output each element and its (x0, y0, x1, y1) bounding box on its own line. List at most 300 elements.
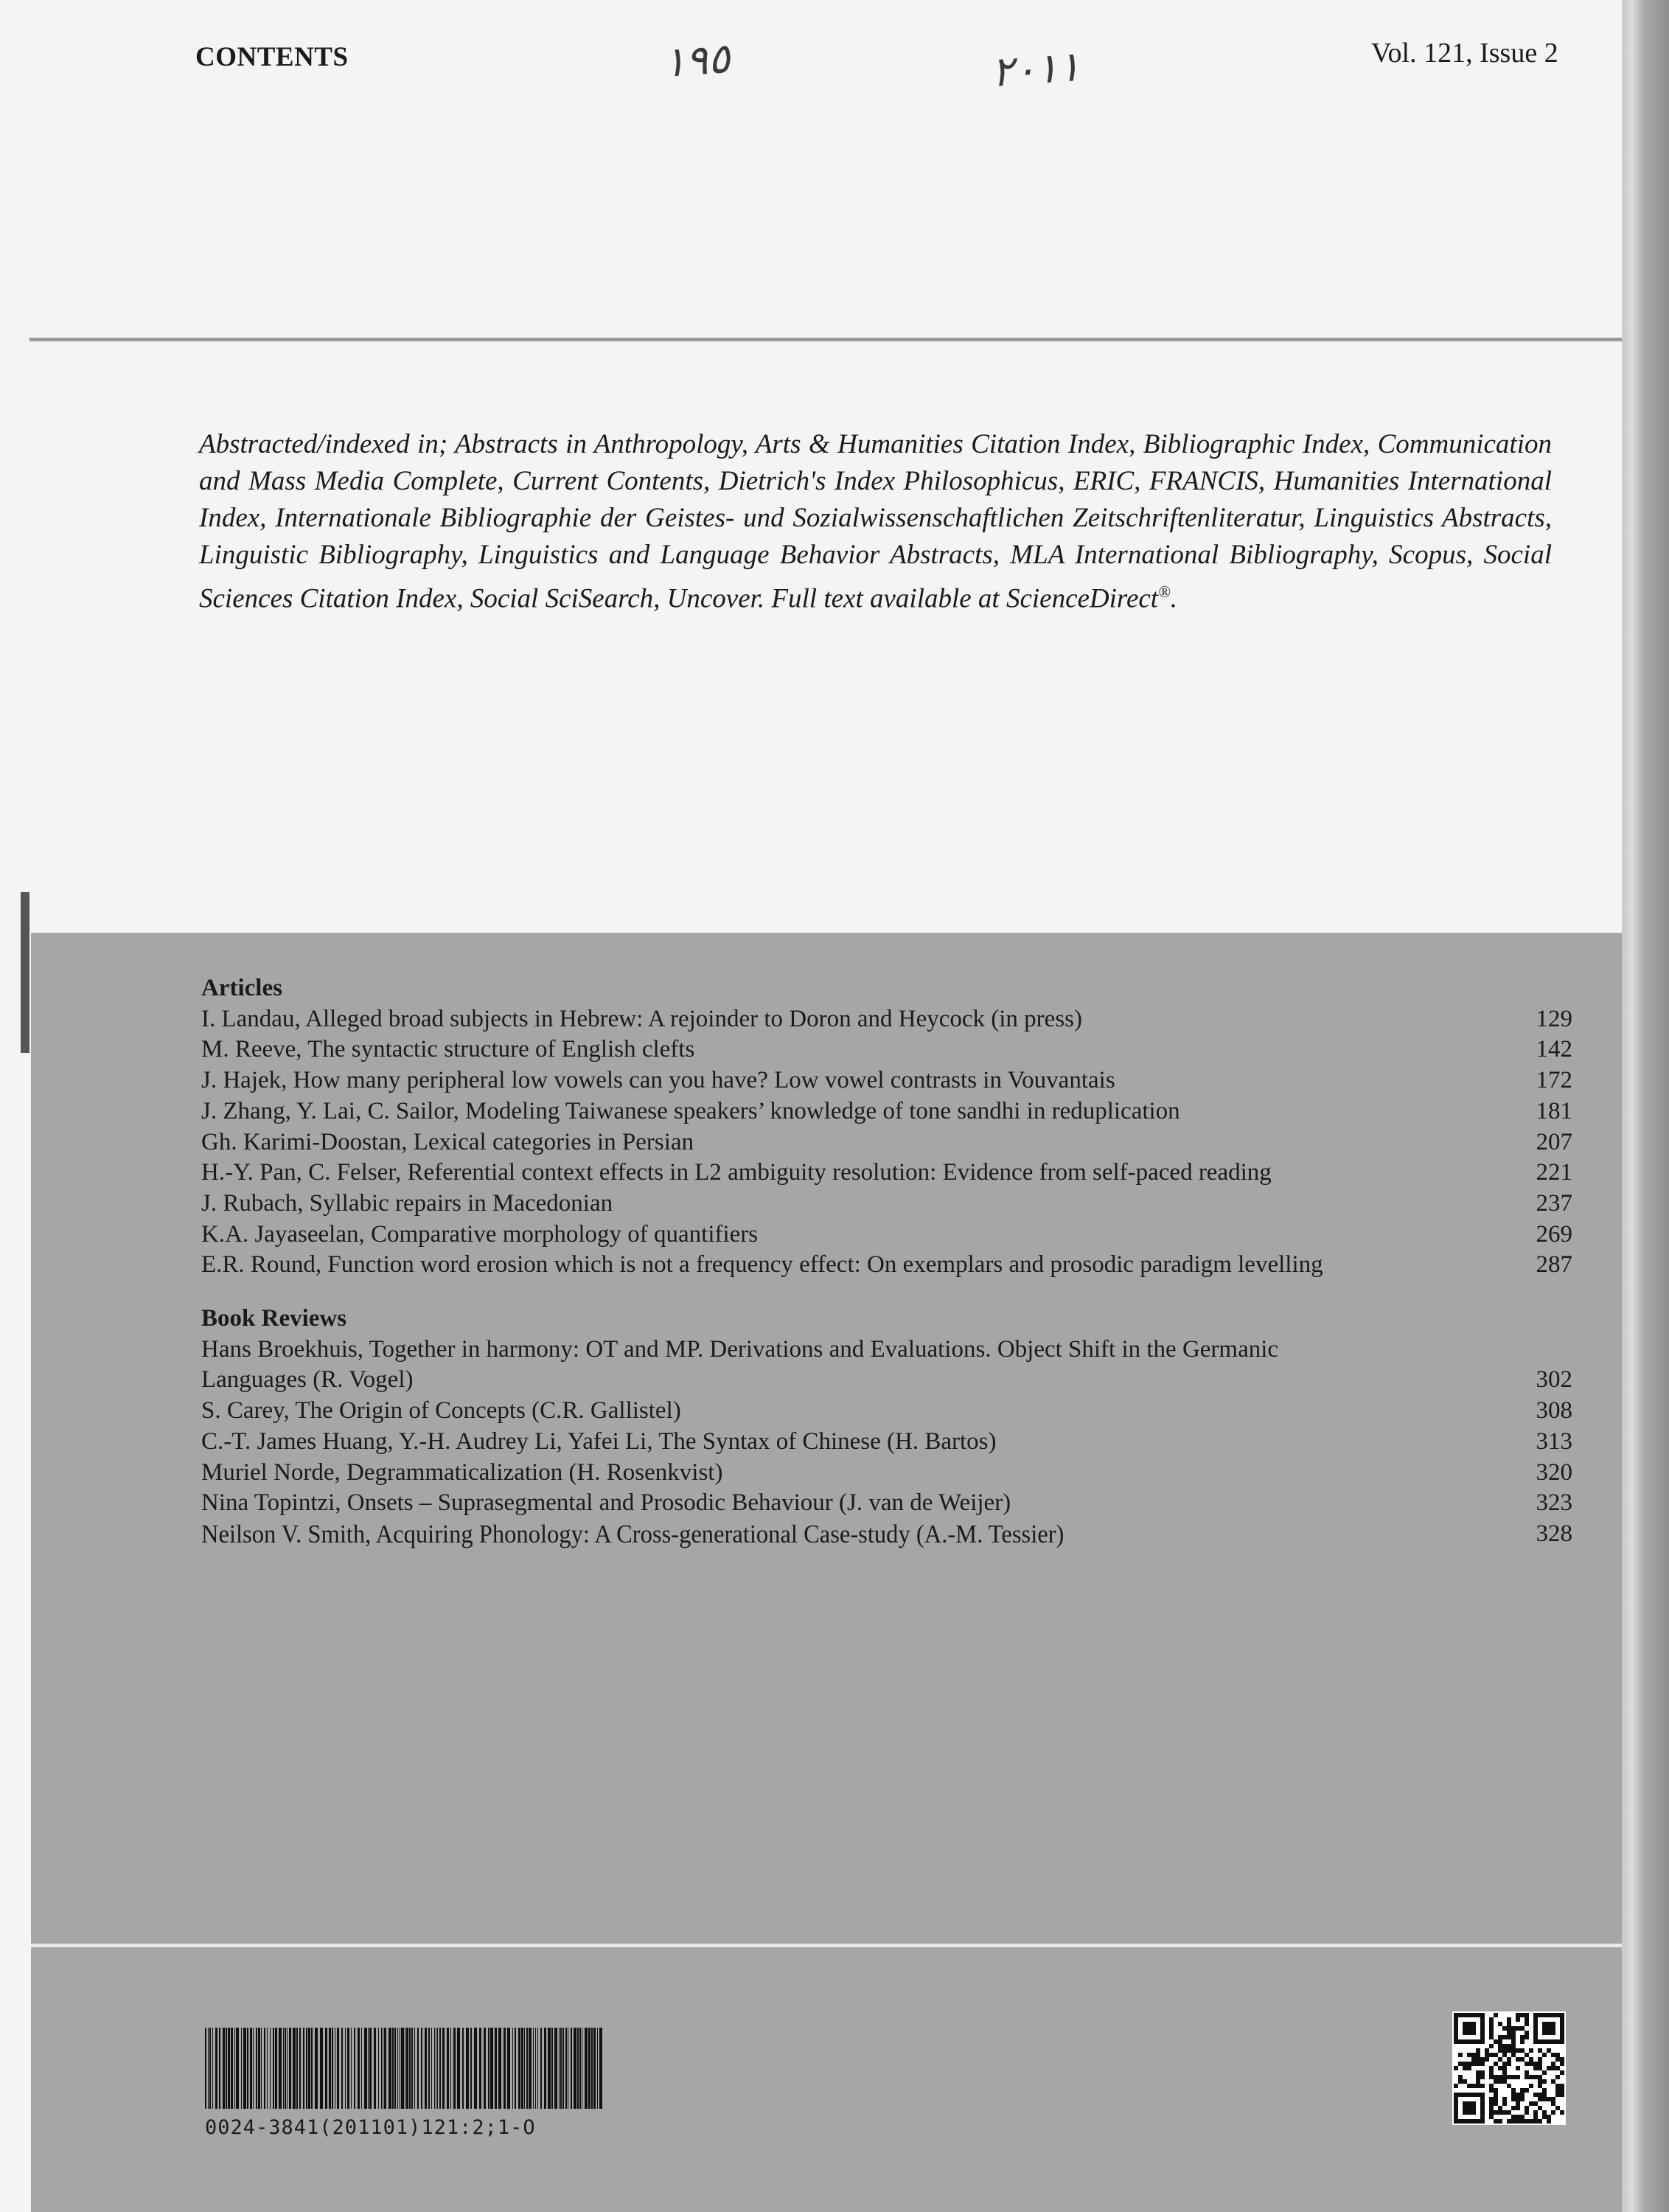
barcode-bar (234, 2028, 235, 2109)
table-of-contents (201, 973, 1572, 1550)
barcode-bar (540, 2028, 542, 2109)
barcode-bar (579, 2028, 581, 2109)
qr-module (1542, 2097, 1547, 2101)
barcode-bar (253, 2028, 254, 2109)
barcode-bar (351, 2028, 352, 2109)
qr-module (1498, 2079, 1502, 2084)
qr-module (1476, 2084, 1480, 2088)
barcode-bar (457, 2028, 460, 2109)
barcode-bar (368, 2028, 369, 2109)
qr-module (1525, 2053, 1529, 2057)
barcode-bar (470, 2028, 472, 2109)
qr-module (1547, 2097, 1551, 2101)
barcode-number: 0024-3841(201101)121:2;1-O (205, 2116, 536, 2139)
qr-module (1542, 2110, 1547, 2115)
qr-module (1507, 2057, 1511, 2062)
qr-module (1507, 2119, 1511, 2124)
qr-module (1476, 2053, 1480, 2057)
barcode-bar (565, 2028, 567, 2109)
barcode-image (205, 2028, 603, 2109)
qr-module (1502, 2035, 1507, 2039)
barcode-bar (453, 2028, 456, 2109)
qr-module (1485, 2057, 1489, 2062)
entry-page-number: 221 (1536, 1159, 1572, 1186)
qr-module (1555, 2084, 1560, 2088)
qr-module (1538, 2106, 1542, 2110)
entry-page-number: 308 (1536, 1397, 1572, 1425)
qr-module (1516, 2115, 1520, 2119)
barcode-bar (308, 2028, 310, 2109)
barcode-bar (289, 2028, 291, 2109)
qr-module (1555, 2075, 1560, 2079)
qr-module (1507, 2084, 1511, 2088)
toc-entry (201, 1127, 1572, 1158)
qr-module (1494, 2075, 1498, 2079)
qr-module (1502, 2026, 1507, 2031)
barcode-bar (397, 2028, 398, 2109)
qr-module (1547, 2119, 1551, 2124)
qr-module (1511, 2088, 1516, 2093)
qr-module (1489, 2088, 1494, 2093)
barcode-bar (533, 2028, 534, 2109)
barcode-bar (417, 2028, 419, 2109)
qr-module (1520, 2057, 1525, 2062)
barcode-bar (223, 2028, 225, 2109)
qr-module (1498, 2044, 1502, 2048)
qr-module (1454, 2084, 1458, 2088)
qr-module (1494, 2039, 1498, 2044)
qr-module (1494, 2097, 1498, 2101)
qr-module (1467, 2062, 1471, 2066)
qr-module (1494, 2088, 1498, 2093)
barcode-bar (306, 2028, 307, 2109)
qr-module (1489, 2026, 1494, 2031)
qr-module (1520, 2088, 1525, 2093)
qr-code (1452, 2011, 1566, 2125)
barcode-bar (498, 2028, 501, 2109)
qr-module (1476, 2062, 1480, 2066)
qr-module (1463, 2079, 1467, 2084)
toc-entry (201, 1250, 1572, 1281)
entry-page-number: 172 (1536, 1067, 1572, 1094)
qr-module (1516, 2048, 1520, 2053)
barcode-bar (212, 2028, 213, 2109)
scan-edge (1622, 0, 1669, 2212)
barcode-bar (401, 2028, 404, 2109)
barcode-bar (250, 2028, 252, 2109)
qr-module (1555, 2093, 1560, 2097)
indexing-end: . (1170, 583, 1178, 614)
barcode-bar (544, 2028, 546, 2109)
qr-module (1511, 2106, 1516, 2110)
qr-module (1489, 2097, 1494, 2101)
book-reviews-heading: Book Reviews (201, 1305, 347, 1332)
qr-module (1551, 2053, 1555, 2057)
qr-module (1551, 2101, 1555, 2106)
qr-module (1547, 2066, 1551, 2070)
barcode-bar (228, 2028, 230, 2109)
entry-title: J. Hajek, How many peripheral low vowels can you have? Low vowel contrasts in Vouvantais (201, 1067, 1115, 1094)
qr-module (1507, 2044, 1511, 2048)
barcode-bar (409, 2028, 411, 2109)
qr-module (1489, 2035, 1494, 2039)
qr-module (1471, 2053, 1476, 2057)
qr-module (1516, 2017, 1520, 2022)
qr-module (1511, 2093, 1516, 2097)
qr-module (1489, 2101, 1494, 2106)
barcode-bar (442, 2028, 445, 2109)
qr-module (1555, 2088, 1560, 2093)
barcode-bar (279, 2028, 282, 2109)
qr-module (1480, 2070, 1485, 2075)
articles-heading: Articles (201, 975, 282, 1001)
barcode-bar (332, 2028, 333, 2109)
qr-module (1507, 2022, 1511, 2026)
barcode-bar (299, 2028, 301, 2109)
qr-module (1489, 2084, 1494, 2088)
qr-module (1498, 2035, 1502, 2039)
qr-module (1533, 2093, 1538, 2097)
barcode-bar (548, 2028, 551, 2109)
barcode-bar (537, 2028, 538, 2109)
entry-title: C.-T. James Huang, Y.-H. Audrey Li, Yafei Li, The Syntax of Chinese (H. Bartos) (201, 1427, 997, 1455)
qr-module (1471, 2084, 1476, 2088)
barcode-bar (364, 2028, 367, 2109)
qr-module (1502, 2070, 1507, 2075)
qr-module (1560, 2084, 1564, 2088)
entry-title: Gh. Karimi-Doostan, Lexical categories in Persian (201, 1128, 694, 1155)
qr-module (1498, 2075, 1502, 2079)
barcode-bar (264, 2028, 265, 2109)
barcode-bar (574, 2028, 576, 2109)
qr-module (1533, 2115, 1538, 2119)
qr-module (1547, 2048, 1551, 2053)
qr-module (1476, 2075, 1480, 2079)
qr-module (1494, 2062, 1498, 2066)
entry-page-number: 237 (1536, 1189, 1572, 1217)
barcode-bar (515, 2028, 516, 2109)
barcode-bar (535, 2028, 536, 2109)
barcode-bar (431, 2028, 432, 2109)
qr-module (1471, 2062, 1476, 2066)
scan-mark (21, 892, 29, 1053)
qr-module (1498, 2022, 1502, 2026)
qr-module (1485, 2048, 1489, 2053)
qr-module (1529, 2057, 1533, 2062)
qr-module (1533, 2101, 1538, 2106)
barcode-bar (273, 2028, 274, 2109)
qr-module (1511, 2035, 1516, 2039)
qr-module (1498, 2106, 1502, 2110)
qr-module (1560, 2070, 1564, 2075)
barcode-bar (421, 2028, 422, 2109)
barcode-bar (560, 2028, 562, 2109)
qr-module (1507, 2075, 1511, 2079)
qr-module (1502, 2101, 1507, 2106)
qr-module (1560, 2088, 1564, 2093)
barcode-bar (585, 2028, 588, 2109)
qr-module (1525, 2013, 1529, 2017)
entry-page-number: 142 (1536, 1036, 1572, 1063)
barcode-bar (524, 2028, 525, 2109)
qr-module (1542, 2088, 1547, 2093)
barcode-bar (462, 2028, 464, 2109)
handwritten-note-left: ١٩٥ (661, 34, 732, 88)
qr-module (1480, 2075, 1485, 2079)
qr-module (1467, 2066, 1471, 2070)
barcode-bar (518, 2028, 520, 2109)
barcode-bar (261, 2028, 262, 2109)
qr-module (1463, 2066, 1467, 2070)
barcode-bar (256, 2028, 257, 2109)
qr-module (1533, 2110, 1538, 2115)
barcode-bar (329, 2028, 331, 2109)
qr-module (1507, 2035, 1511, 2039)
qr-module (1525, 2075, 1529, 2079)
barcode-bar (345, 2028, 346, 2109)
entry-page-number: 328 (1536, 1520, 1572, 1547)
barcode-bar (529, 2028, 532, 2109)
barcode-bar (241, 2028, 242, 2109)
qr-module (1476, 2070, 1480, 2075)
barcode-bar (209, 2028, 211, 2109)
entry-title: Nina Topintzi, Onsets – Suprasegmental and Prosodic Behaviour (J. van de Weijer) (201, 1489, 1011, 1517)
header-divider (29, 338, 1637, 341)
entry-page-number: 313 (1536, 1427, 1572, 1455)
barcode-bar (428, 2028, 430, 2109)
barcode-bar (287, 2028, 288, 2109)
barcode-bar (247, 2028, 248, 2109)
qr-module (1542, 2070, 1547, 2075)
qr-module (1555, 2106, 1560, 2110)
qr-module (1516, 2093, 1520, 2097)
qr-module (1516, 2106, 1520, 2110)
barcode-bar (267, 2028, 268, 2109)
barcode-bar (378, 2028, 379, 2109)
entry-page-number: 207 (1536, 1128, 1572, 1155)
qr-module (1463, 2062, 1467, 2066)
barcode-bar (571, 2028, 572, 2109)
qr-module (1533, 2062, 1538, 2066)
qr-module (1555, 2053, 1560, 2057)
qr-module (1525, 2119, 1529, 2124)
barcode-bar (270, 2028, 271, 2109)
entry-title: Muriel Norde, Degrammaticalization (H. Rosenkvist) (201, 1458, 723, 1486)
barcode-bar (450, 2028, 451, 2109)
qr-module (1520, 2013, 1525, 2017)
barcode-bar (341, 2028, 343, 2109)
entry-title: S. Carey, The Origin of Concepts (C.R. Gallistel) (201, 1397, 681, 1425)
qr-module (1560, 2110, 1564, 2115)
barcode-bar (354, 2028, 355, 2109)
qr-module (1507, 2062, 1511, 2066)
qr-module (1542, 2053, 1547, 2057)
qr-module (1511, 2039, 1516, 2044)
qr-module (1538, 2075, 1542, 2079)
qr-module (1538, 2066, 1542, 2070)
barcode-bar (337, 2028, 339, 2109)
barcode-bar (258, 2028, 260, 2109)
qr-module (1489, 2106, 1494, 2110)
qr-module (1489, 2070, 1494, 2075)
qr-module (1511, 2048, 1516, 2053)
indexing-statement (199, 426, 1552, 617)
qr-module (1485, 2053, 1489, 2057)
qr-module (1555, 2057, 1560, 2062)
entry-title (201, 1335, 1506, 1396)
qr-module (1520, 2097, 1525, 2101)
entry-title: Neilson V. Smith, Acquiring Phonology: A Cross-generational Case-study (A.-M. Tessier) (201, 1519, 1065, 1548)
qr-module (1502, 2075, 1507, 2079)
toc-entry (201, 1519, 1572, 1550)
qr-module (1525, 2017, 1529, 2022)
qr-module (1498, 2048, 1502, 2053)
barcode-bar (311, 2028, 313, 2109)
qr-module (1551, 2062, 1555, 2066)
qr-module (1529, 2101, 1533, 2106)
barcode-bar (369, 2028, 372, 2109)
qr-module (1516, 2119, 1520, 2124)
qr-module (1480, 2057, 1485, 2062)
barcode-bar (562, 2028, 564, 2109)
qr-module (1502, 2048, 1507, 2053)
qr-module (1498, 2066, 1502, 2070)
qr-module (1516, 2057, 1520, 2062)
qr-module (1538, 2093, 1542, 2097)
qr-module (1502, 2062, 1507, 2066)
barcode-bar (394, 2028, 396, 2109)
qr-module (1520, 2026, 1525, 2031)
qr-module (1507, 2110, 1511, 2115)
qr-module (1467, 2084, 1471, 2088)
qr-module (1560, 2093, 1564, 2097)
entry-title: H.-Y. Pan, C. Felser, Referential context effects in L2 ambiguity resolution: Evidence from self-paced reading (201, 1159, 1272, 1186)
qr-module (1538, 2048, 1542, 2053)
qr-module (1516, 2097, 1520, 2101)
barcode-bar (434, 2028, 435, 2109)
qr-module (1525, 2062, 1529, 2066)
qr-module (1489, 2053, 1494, 2057)
qr-module (1560, 2057, 1564, 2062)
qr-module (1458, 2062, 1463, 2066)
qr-module (1520, 2048, 1525, 2053)
entry-page-number: 302 (1536, 1366, 1572, 1394)
qr-module (1458, 2053, 1463, 2057)
qr-module (1507, 2026, 1511, 2031)
qr-module (1525, 2035, 1529, 2039)
qr-module (1458, 2079, 1463, 2084)
qr-module (1454, 2066, 1458, 2070)
barcode-bar (275, 2028, 277, 2109)
barcode-bar (447, 2028, 449, 2109)
barcode-bar (504, 2028, 506, 2109)
articles-list (201, 1004, 1572, 1281)
toc-entry (201, 1220, 1572, 1251)
barcode-bar (219, 2028, 220, 2109)
barcode-bar (381, 2028, 382, 2109)
entry-title: I. Landau, Alleged broad subjects in Hebrew: A rejoinder to Doron and Heycock (in press) (201, 1005, 1082, 1032)
barcode-bar (320, 2028, 323, 2109)
toc-entry (201, 1189, 1572, 1220)
qr-module (1520, 2035, 1525, 2039)
barcode-bar (591, 2028, 593, 2109)
qr-module (1511, 2044, 1516, 2048)
qr-module (1498, 2057, 1502, 2062)
qr-module (1542, 2093, 1547, 2097)
barcode-bar (285, 2028, 286, 2109)
qr-module (1494, 2101, 1498, 2106)
toc-entry (201, 1488, 1572, 1519)
toc-entry (201, 1458, 1572, 1489)
qr-module (1516, 2066, 1520, 2070)
barcode-bar (392, 2028, 394, 2109)
qr-module (1507, 2031, 1511, 2035)
qr-module (1498, 2039, 1502, 2044)
barcode-bar (597, 2028, 598, 2109)
barcode-bar (215, 2028, 217, 2109)
qr-module (1555, 2066, 1560, 2070)
qr-module (1507, 2048, 1511, 2053)
barcode-bar (347, 2028, 349, 2109)
barcode-bar (588, 2028, 590, 2109)
qr-module (1507, 2017, 1511, 2022)
barcode-bar (414, 2028, 415, 2109)
barcode-bar (358, 2028, 360, 2109)
qr-module (1551, 2079, 1555, 2084)
qr-module (1511, 2115, 1516, 2119)
barcode-bar (488, 2028, 489, 2109)
barcode-bar (484, 2028, 486, 2109)
qr-finder (1463, 2101, 1476, 2115)
barcode-bar (325, 2028, 327, 2109)
barcode-bar (466, 2028, 469, 2109)
qr-module (1489, 2075, 1494, 2079)
qr-module (1551, 2097, 1555, 2101)
qr-module (1529, 2062, 1533, 2066)
barcode-bar (474, 2028, 477, 2109)
barcode-bar (374, 2028, 376, 2109)
qr-module (1489, 2066, 1494, 2070)
qr-module (1511, 2031, 1516, 2035)
barcode-bar (243, 2028, 246, 2109)
qr-module (1489, 2017, 1494, 2022)
qr-module (1467, 2053, 1471, 2057)
entry-page-number: 181 (1536, 1097, 1572, 1124)
barcode-bar (593, 2028, 596, 2109)
qr-finder (1463, 2022, 1476, 2035)
qr-module (1498, 2119, 1502, 2124)
qr-module (1551, 2066, 1555, 2070)
qr-module (1494, 2110, 1498, 2115)
barcode-bar (293, 2028, 296, 2109)
toc-entry (201, 1004, 1572, 1035)
qr-module (1502, 2053, 1507, 2057)
qr-module (1489, 2115, 1494, 2119)
barcode-bar (437, 2028, 438, 2109)
qr-module (1489, 2031, 1494, 2035)
qr-module (1489, 2044, 1494, 2048)
entry-title-line: Languages (R. Vogel) (201, 1366, 414, 1394)
barcode-bar (559, 2028, 560, 2109)
barcode-bar (551, 2028, 553, 2109)
qr-module (1476, 2079, 1480, 2084)
toc-entry (201, 1396, 1572, 1427)
qr-module (1525, 2088, 1529, 2093)
qr-module (1494, 2013, 1498, 2017)
barcode-bar (495, 2028, 497, 2109)
barcode-bar (236, 2028, 239, 2109)
entry-title: M. Reeve, The syntactic structure of English clefts (201, 1036, 695, 1063)
